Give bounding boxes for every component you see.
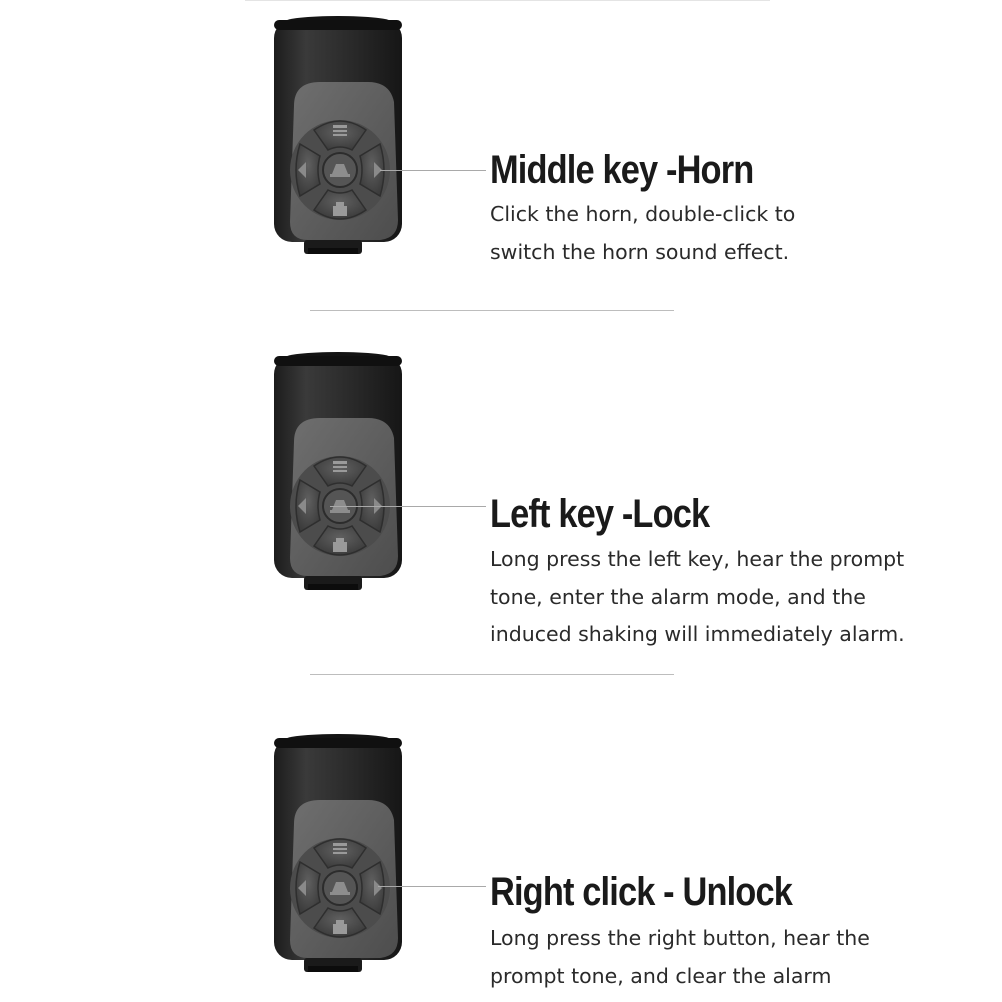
- feature-description-horn: [490, 196, 970, 271]
- section-divider: [310, 674, 674, 675]
- section-divider: [310, 310, 674, 311]
- speaker-icon: [333, 461, 347, 472]
- leader-line: [330, 506, 486, 507]
- description-line: Click the horn, double-click to: [490, 202, 796, 226]
- feature-description-lock: [490, 541, 970, 654]
- description-line: Long press the right button, hear the: [490, 926, 870, 950]
- description-line: prompt tone, and clear the alarm: [490, 963, 832, 988]
- feature-title-lock: Left key -Lock: [490, 492, 710, 536]
- leader-line: [380, 170, 486, 171]
- top-rule: [245, 0, 770, 1]
- leader-line: [378, 886, 486, 887]
- speaker-icon: [333, 125, 347, 136]
- description-line: Long press the left key, hear the prompt: [490, 547, 905, 571]
- bike-alarm-device: [268, 14, 408, 274]
- description-line: tone, enter the alarm mode, and the: [490, 584, 866, 609]
- bike-alarm-device: [268, 732, 408, 992]
- description-line: switch the horn sound effect.: [490, 239, 790, 264]
- bike-alarm-device: [268, 350, 408, 610]
- speaker-icon: [333, 843, 347, 854]
- feature-description-unlock: [490, 920, 970, 995]
- feature-title-unlock: Right click - Unlock: [490, 870, 793, 914]
- description-line: induced shaking will immediately alarm.: [490, 622, 905, 646]
- feature-title-horn: Middle key -Horn: [490, 148, 754, 192]
